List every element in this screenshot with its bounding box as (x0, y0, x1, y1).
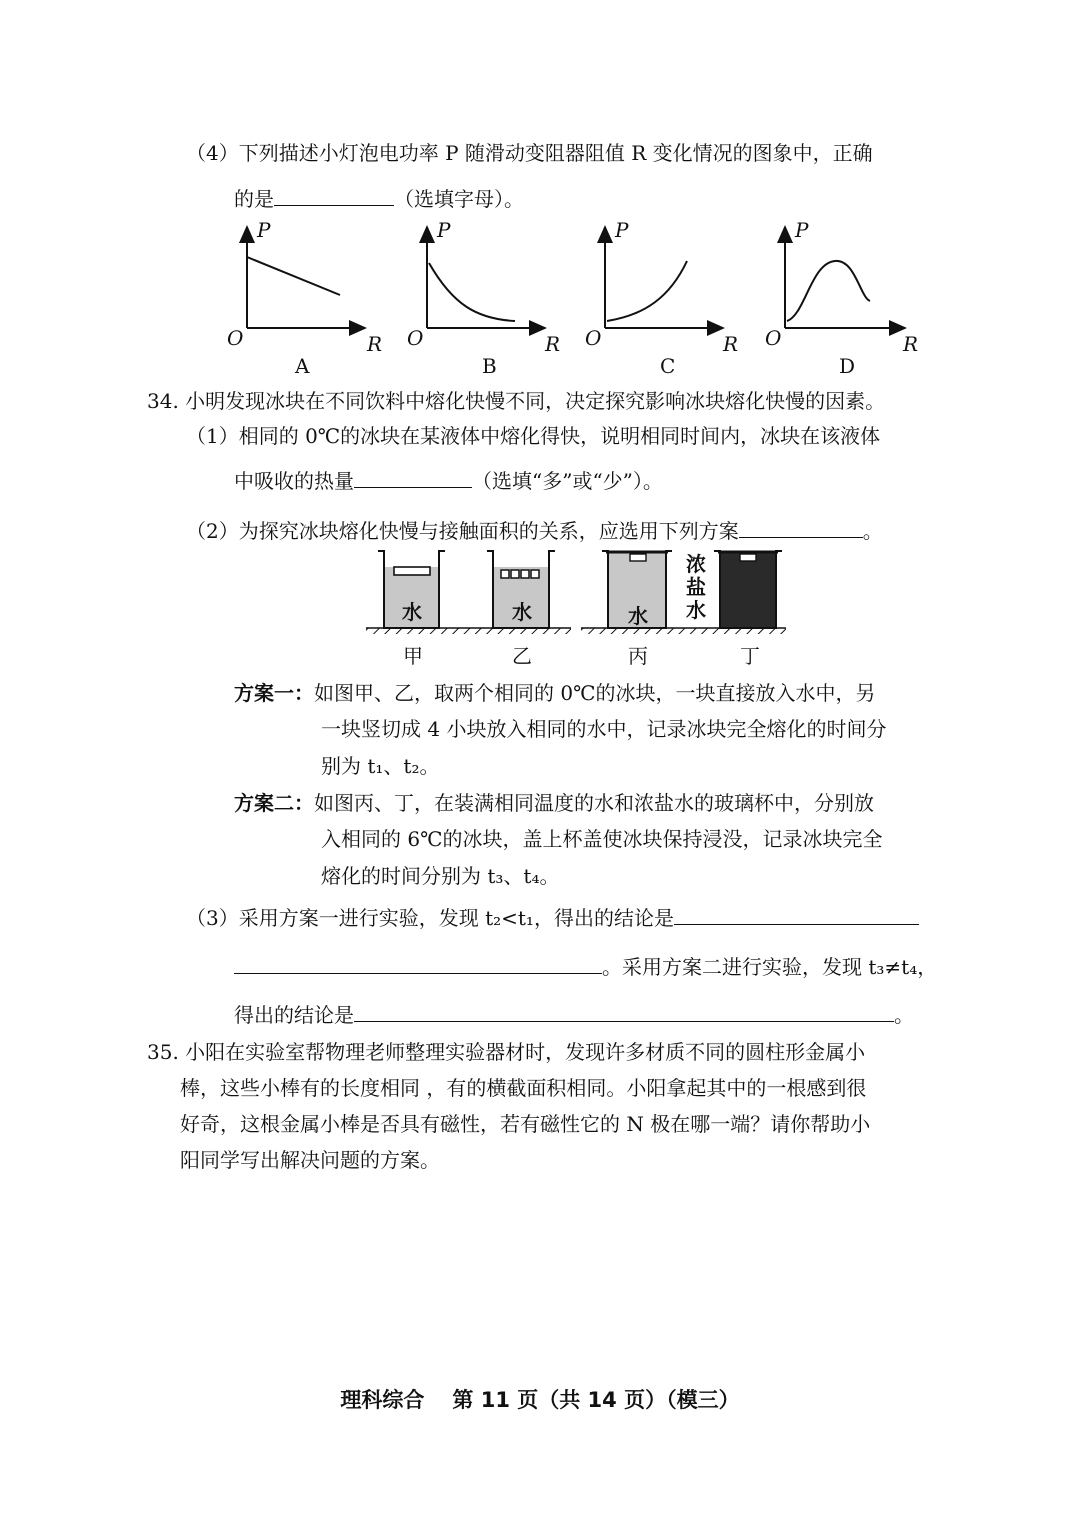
graph-label-c: C (660, 354, 676, 378)
q34-p3-mid: 。采用方案二进行实验，发现 t₃≠t₄， (602, 955, 938, 979)
graph-label-b: B (482, 354, 497, 378)
q4-answer-blank[interactable] (274, 185, 394, 206)
q34-p3-line2 (234, 953, 937, 981)
q35-line4: 阳同学写出解决问题的方案。 (180, 1148, 440, 1172)
water-label: 水 (402, 600, 422, 624)
p-axis-label: P (795, 218, 809, 242)
q34-p3-end: 。 (894, 1003, 914, 1027)
footer-subject: 理科综合 (340, 1388, 425, 1412)
ice-block (740, 554, 756, 561)
origin-label: O (585, 326, 602, 350)
r-axis-label: R (545, 332, 561, 356)
q34-p1-blank[interactable] (354, 467, 472, 488)
beaker-yi (487, 551, 555, 628)
q4-line1: （4）下列描述小灯泡电功率 P 随滑动变阻器阻值 R 变化情况的图象中，正确 (186, 141, 873, 165)
q34-p1-pre: 中吸收的热量 (234, 469, 354, 493)
graph-label-a: A (295, 354, 310, 378)
graph-d (765, 218, 918, 378)
water-label: 水 (628, 604, 648, 628)
plan1-line2: 一块竖切成 4 小块放入相同的水中，记录冰块完全熔化的时间分 (321, 717, 887, 741)
beaker-ding (714, 551, 782, 628)
graph-label-d: D (839, 354, 856, 378)
curve-a (247, 257, 340, 295)
water-label: 水 (512, 600, 532, 624)
q4-graphs (215, 215, 925, 380)
graph-c (585, 218, 738, 378)
origin-label: O (765, 326, 782, 350)
plan2-label: 方案二： (234, 791, 314, 815)
fig-label-ding: 丁 (740, 644, 760, 668)
plan1-line1 (234, 679, 875, 707)
q4-line2-post: （选填字母）。 (394, 187, 524, 211)
q35-line2: 棒，这些小棒有的长度相同 ，有的横截面积相同。小阳拿起其中的一根感到很 (180, 1076, 867, 1100)
plan1-line3: 别为 t₁、t₂。 (321, 754, 440, 778)
q34-p1-line2 (234, 467, 663, 495)
beaker-jia (378, 551, 445, 628)
q34-title: 34. 小明发现冰块在不同饮料中熔化快慢不同，决定探究影响冰块熔化快慢的因素。 (147, 389, 886, 413)
ice-block (630, 554, 646, 561)
q34-p3-blank2[interactable] (234, 953, 602, 974)
graph-a (227, 218, 382, 378)
q34-p2-pre: （2）为探究冰块熔化快慢与接触面积的关系，应选用下列方案 (186, 519, 739, 543)
q34-p2-blank[interactable] (739, 517, 863, 538)
q34-p3-pre: （3）采用方案一进行实验，发现 t₂<t₁，得出的结论是 (186, 906, 674, 930)
q4-line2 (234, 185, 524, 213)
q35-line3: 好奇，这根金属小棒是否具有磁性，若有磁性它的 N 极在哪一端？请你帮助小 (180, 1112, 871, 1136)
p-axis-label: P (615, 218, 629, 242)
q34-p2-post: 。 (862, 519, 883, 543)
brine-char-1: 浓 (686, 552, 706, 576)
origin-label: O (227, 326, 244, 350)
q34-p2-line1 (186, 517, 883, 545)
curve-d (787, 261, 870, 321)
origin-label: O (407, 326, 424, 350)
curve-c (607, 261, 687, 321)
plan1-text1: 如图甲、乙，取两个相同的 0℃的冰块，一块直接放入水中，另 (314, 681, 876, 705)
fig-label-jia: 甲 (403, 644, 423, 668)
graph-b (407, 218, 560, 378)
q34-p3-line3 (234, 1001, 914, 1029)
footer-page: 第 11 页（共 14 页）（模三） (452, 1388, 740, 1412)
plan2-line1 (234, 789, 874, 817)
q34-p3-blank1[interactable] (674, 904, 919, 925)
q34-p3-pre3: 得出的结论是 (234, 1003, 354, 1027)
brine-char-3: 水 (686, 598, 706, 622)
plan1-label: 方案一： (234, 681, 314, 705)
r-axis-label: R (367, 332, 383, 356)
p-axis-label: P (257, 218, 271, 242)
plan2-line3: 熔化的时间分别为 t₃、t₄。 (321, 864, 560, 888)
q34-p1-post: （选填“多”或“少”）。 (472, 469, 663, 493)
ice-block (394, 567, 430, 575)
q34-p1-line1: （1）相同的 0℃的冰块在某液体中熔化得快，说明相同时间内，冰块在该液体 (186, 424, 881, 448)
r-axis-label: R (723, 332, 739, 356)
page-footer (0, 1384, 1080, 1414)
r-axis-label: R (903, 332, 919, 356)
fig-label-yi: 乙 (512, 644, 532, 668)
fig-label-bing: 丙 (628, 644, 648, 668)
brine-char-2: 盐 (686, 575, 706, 599)
q35-line1: 35. 小阳在实验室帮物理老师整理实验器材时，发现许多材质不同的圆柱形金属小 (147, 1040, 866, 1064)
beaker-bing (602, 551, 672, 628)
curve-b (429, 263, 515, 321)
q34-p3-line1 (186, 904, 919, 932)
q34-p3-blank3[interactable] (354, 1001, 894, 1022)
plan2-text1: 如图丙、丁，在装满相同温度的水和浓盐水的玻璃杯中，分别放 (314, 791, 874, 815)
q4-line2-pre: 的是 (234, 187, 274, 211)
p-axis-label: P (437, 218, 451, 242)
plan2-line2: 入相同的 6℃的冰块，盖上杯盖使冰块保持浸没，记录冰块完全 (321, 827, 883, 851)
beakers-figure (360, 545, 792, 670)
